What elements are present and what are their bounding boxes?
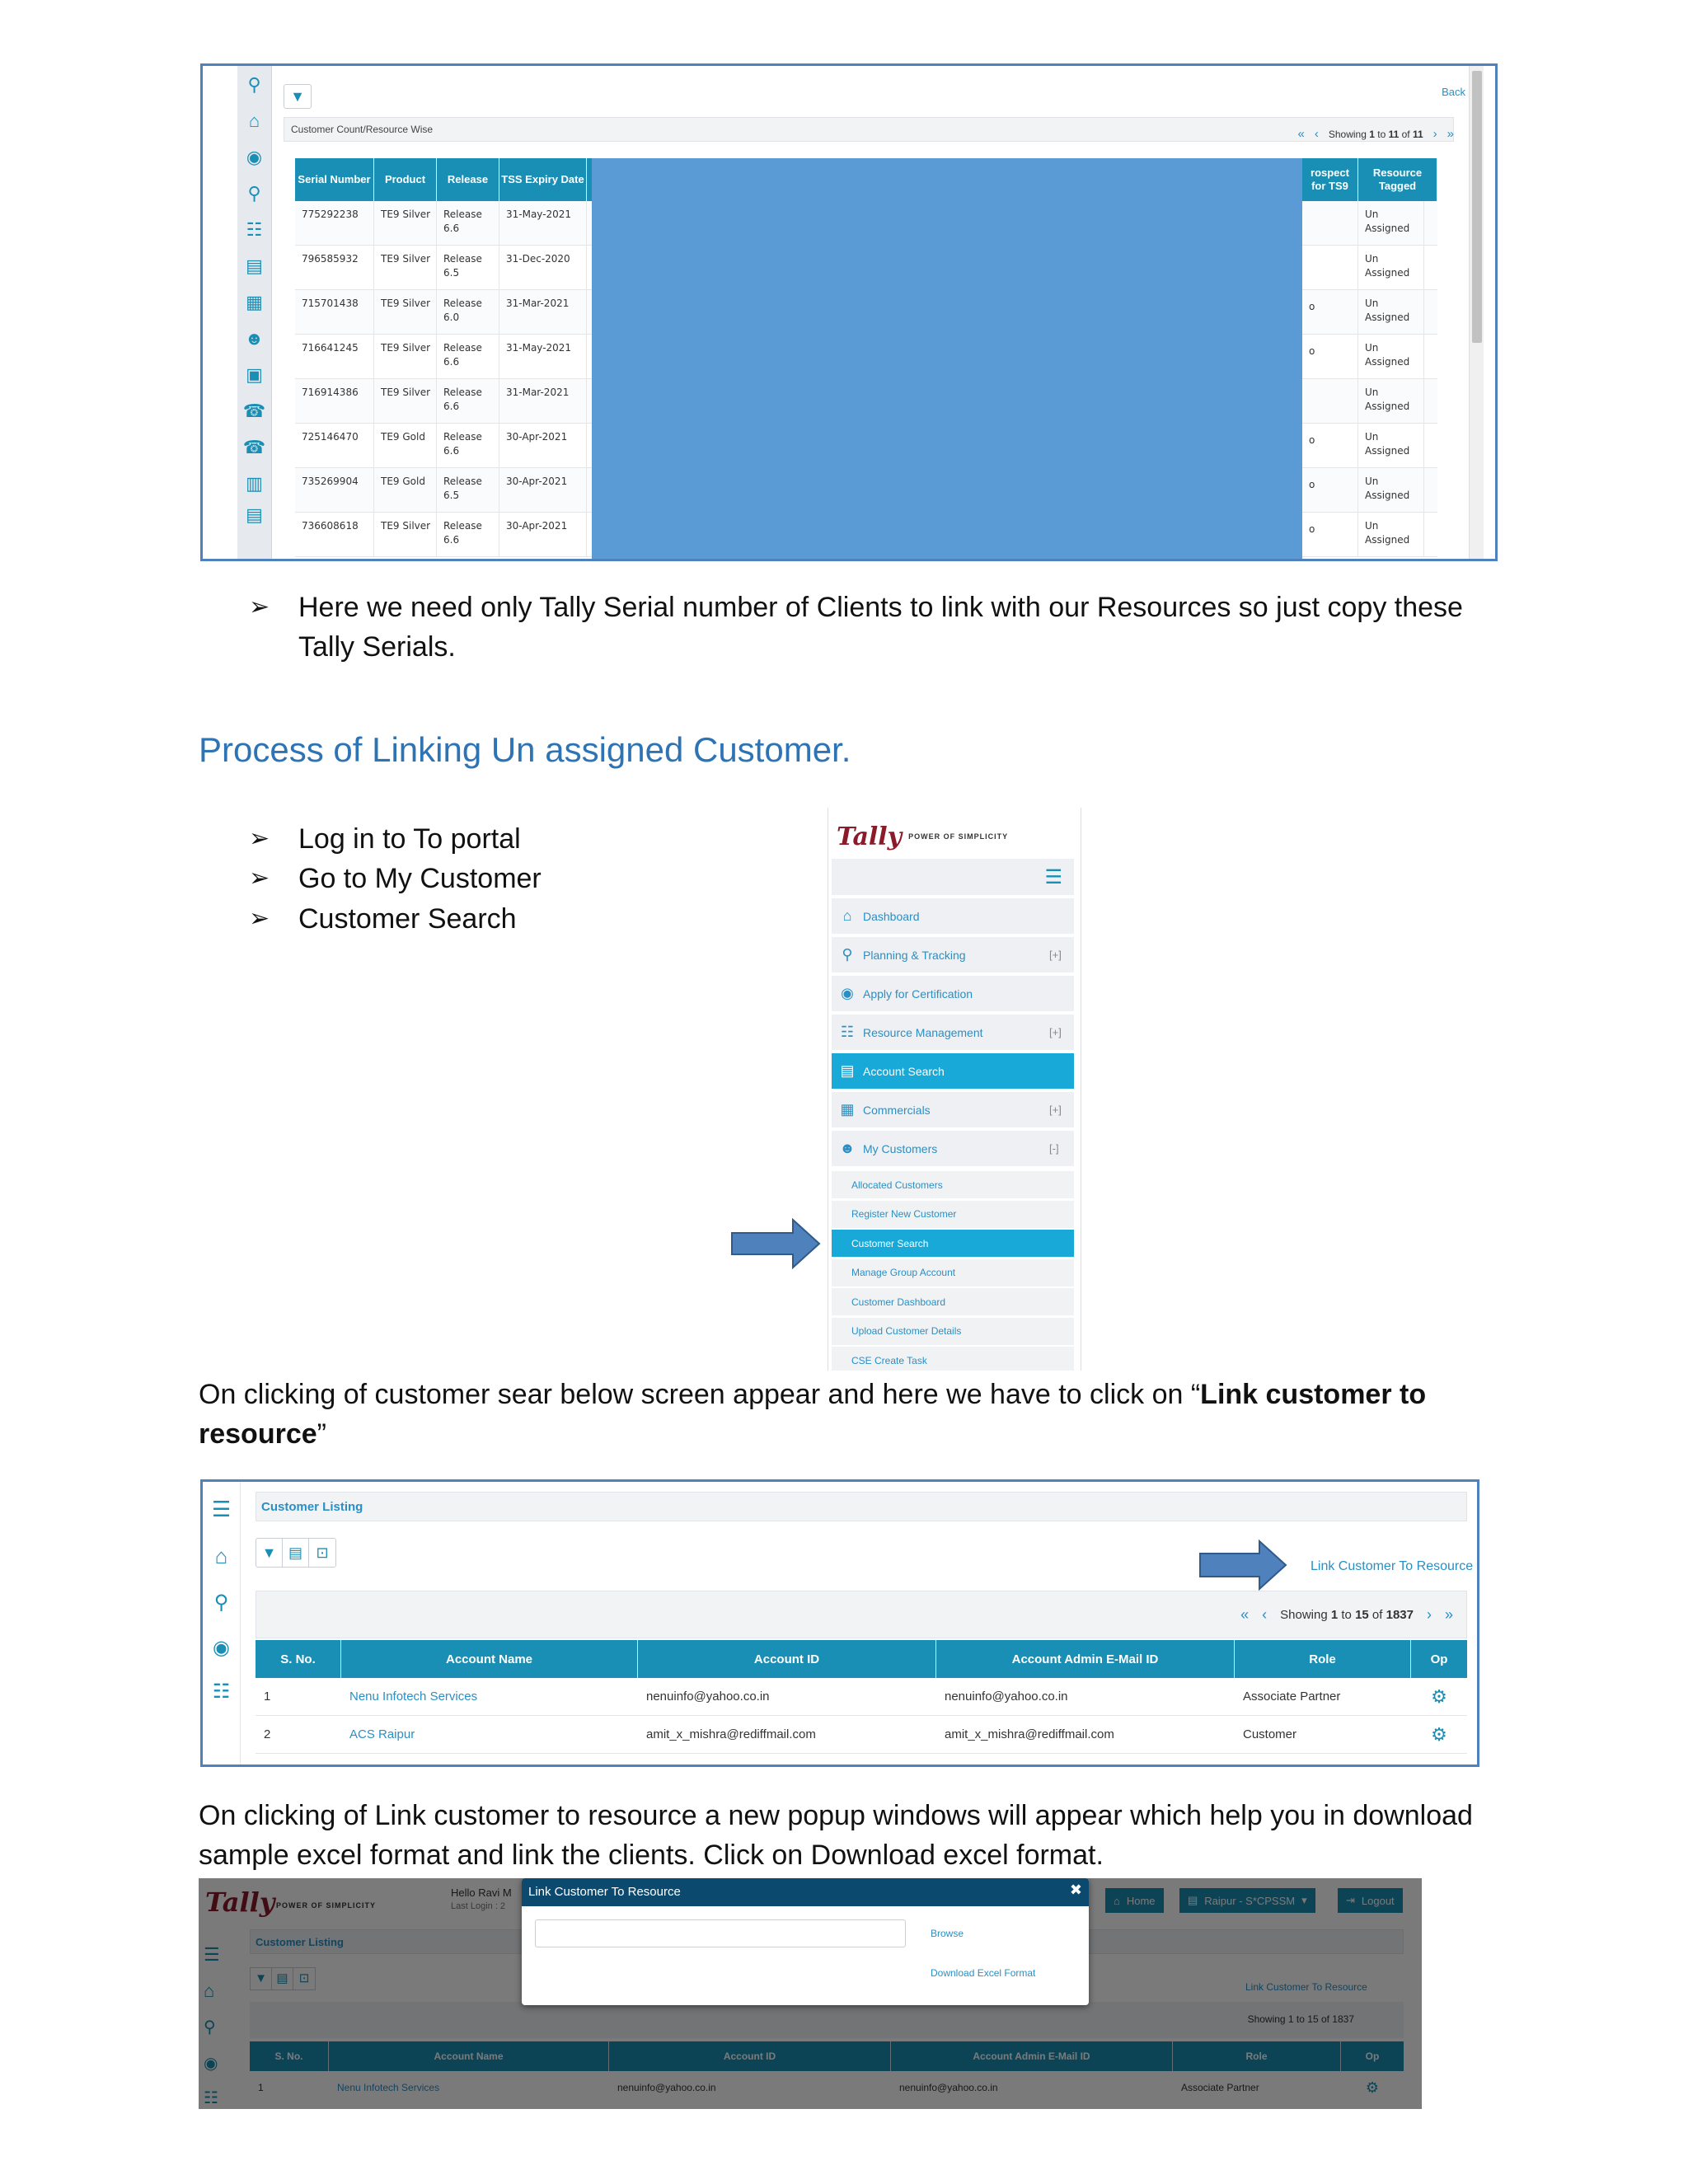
- download-excel-format-link[interactable]: Download Excel Format: [931, 1967, 1036, 1979]
- account-search-icon: ▤: [840, 1062, 855, 1079]
- menu-item[interactable]: [832, 1053, 1074, 1090]
- certificate-icon[interactable]: ◉: [213, 1637, 230, 1659]
- cell-prospect: [1302, 246, 1358, 290]
- section-heading: Process of Linking Un assigned Customer.: [199, 730, 851, 769]
- submenu-item[interactable]: Register New Customer: [832, 1201, 1074, 1229]
- col-expiry: TSS Expiry Date: [499, 158, 587, 201]
- cell-prospect: [1302, 201, 1358, 246]
- listing-title-bar: [256, 1492, 1467, 1521]
- cell-sno: 2: [256, 1716, 341, 1754]
- cell-product: TE9 Silver: [374, 335, 437, 379]
- table-header: [256, 1640, 1467, 1678]
- paragraph-popup: On clicking of Link customer to resource a new popup windows will appear which help you in download sample excel format and link the clients. Click on Download excel format.: [199, 1800, 1473, 1871]
- cell-expiry: 31-May-2021: [499, 201, 587, 246]
- col-account-id: Account ID: [638, 1640, 936, 1678]
- report-icon[interactable]: ▣: [246, 364, 263, 385]
- col-admin-email: Account Admin E-Mail ID: [936, 1640, 1235, 1678]
- icon-sidebar: [203, 1482, 241, 1765]
- cell-tagged: Un Assigned: [1358, 513, 1424, 557]
- bullet-glyph: ➢: [249, 825, 270, 852]
- listing-table: [256, 1640, 1467, 1754]
- submenu-item[interactable]: CSE Create Task: [832, 1347, 1074, 1371]
- submenu-item[interactable]: Customer Search: [832, 1230, 1074, 1258]
- menu-item-label: Apply for Certification: [863, 987, 973, 1001]
- close-icon[interactable]: ✖: [1069, 1882, 1082, 1898]
- link-customer-to-resource-link[interactable]: Link Customer To Resource: [1311, 1559, 1474, 1573]
- filter-button[interactable]: ▼: [256, 1539, 283, 1567]
- menu-item-label: Account Search: [863, 1064, 945, 1078]
- cell-tagged: Un Assigned: [1358, 468, 1424, 513]
- toolbar: [256, 1538, 336, 1568]
- menu-item[interactable]: [832, 976, 1074, 1012]
- cell-prospect: o: [1302, 335, 1358, 379]
- prev-page-button[interactable]: ‹: [1262, 1606, 1268, 1623]
- cell-expiry: 30-Apr-2021: [499, 468, 587, 513]
- logo-tagline: POWER OF SIMPLICITY: [908, 832, 1009, 841]
- hamburger-icon[interactable]: ☰: [1044, 866, 1062, 888]
- col-prospect: rospect for TS9: [1302, 158, 1358, 201]
- cell-expiry: 30-Apr-2021: [499, 424, 587, 468]
- next-page-button[interactable]: ›: [1426, 1606, 1432, 1623]
- cell-prospect: o: [1302, 290, 1358, 335]
- menu-toggle-bar: [832, 859, 1074, 895]
- customer-count-screenshot: [200, 63, 1498, 561]
- cell-prospect: o: [1302, 424, 1358, 468]
- col-account-name: Account Name: [341, 1640, 638, 1678]
- section-bar: [284, 117, 1454, 142]
- browse-button[interactable]: Browse: [931, 1928, 964, 1939]
- gear-icon[interactable]: ⚙: [1411, 1678, 1467, 1716]
- cell-tagged: Un Assigned: [1358, 290, 1424, 335]
- file-path-input[interactable]: [535, 1919, 906, 1947]
- cell-serial: 725146470: [295, 424, 374, 468]
- menu-screenshot: [828, 808, 1081, 1371]
- submenu-item[interactable]: Customer Dashboard: [832, 1288, 1074, 1316]
- pager: [1298, 127, 1455, 141]
- document-icon[interactable]: ▥: [246, 473, 263, 494]
- cell-release: Release 6.5: [437, 468, 499, 513]
- col-sno: S. No.: [256, 1640, 341, 1678]
- arrow-pointer-icon: [730, 1218, 823, 1269]
- bullet-glyph: ➢: [249, 865, 270, 892]
- cell-name[interactable]: Nenu Infotech Services: [341, 1678, 638, 1716]
- document-icon[interactable]: ▤: [246, 504, 263, 525]
- menu-item-label: Commercials: [863, 1103, 931, 1117]
- expand-toggle[interactable]: [+]: [1049, 1026, 1062, 1038]
- pager: [1240, 1606, 1453, 1624]
- cell-release: Release 6.0: [437, 290, 499, 335]
- support-icon[interactable]: ☎: [242, 437, 266, 457]
- cell-product: TE9 Gold: [374, 468, 437, 513]
- col-serial: Serial Number: [295, 158, 374, 201]
- cell-expiry: 31-Mar-2021: [499, 379, 587, 424]
- support-icon[interactable]: ☎: [242, 401, 266, 421]
- cell-release: Release 6.6: [437, 513, 499, 557]
- gear-icon[interactable]: ⚙: [1411, 1716, 1467, 1754]
- link-customer-dialog: [522, 1878, 1089, 2005]
- cell-prospect: o: [1302, 468, 1358, 513]
- binoculars-icon[interactable]: ⚲: [247, 74, 261, 95]
- cell-release: Release 6.6: [437, 379, 499, 424]
- cell-tagged: Un Assigned: [1358, 379, 1424, 424]
- menu-item-label: Resource Management: [863, 1025, 983, 1039]
- next-page-button[interactable]: ›: [1432, 127, 1437, 141]
- home-icon[interactable]: ⌂: [214, 1544, 228, 1568]
- cell-serial: 775292238: [295, 201, 374, 246]
- cell-serial: 796585932: [295, 246, 374, 290]
- cell-product: TE9 Silver: [374, 379, 437, 424]
- prev-page-button[interactable]: ‹: [1314, 127, 1319, 141]
- commercials-icon: ▦: [840, 1101, 855, 1118]
- dialog-title: Link Customer To Resource: [528, 1885, 681, 1899]
- logo-text: Tally: [837, 822, 903, 851]
- cell-release: Release 6.6: [437, 201, 499, 246]
- menu-item[interactable]: [832, 1092, 1074, 1128]
- paragraph-copy-serials: Here we need only Tally Serial number of Clients to link with our Resources so just copy these Tally Serials.: [298, 592, 1463, 663]
- scrollbar[interactable]: [1469, 66, 1484, 561]
- col-role: Role: [1235, 1640, 1411, 1678]
- cell-id: amit_x_mishra@rediffmail.com: [638, 1716, 936, 1754]
- menu-item-label: Dashboard: [863, 909, 920, 923]
- cell-product: TE9 Silver: [374, 201, 437, 246]
- listing-title: Customer Listing: [261, 1500, 363, 1514]
- icon-sidebar: [237, 66, 272, 559]
- cell-email: amit_x_mishra@rediffmail.com: [936, 1716, 1235, 1754]
- dialog-titlebar: [522, 1878, 1089, 1906]
- cell-id: nenuinfo@yahoo.co.in: [638, 1678, 936, 1716]
- cell-expiry: 31-Dec-2020: [499, 246, 587, 290]
- cell-release: Release 6.5: [437, 246, 499, 290]
- pager-bar: [256, 1591, 1467, 1638]
- cell-sno: 1: [256, 1678, 341, 1716]
- cell-expiry: 31-May-2021: [499, 335, 587, 379]
- cell-email: nenuinfo@yahoo.co.in: [936, 1678, 1235, 1716]
- cell-tagged: Un Assigned: [1358, 424, 1424, 468]
- people-icon: ☷: [840, 1024, 855, 1040]
- certificate-icon: ◉: [841, 985, 854, 1001]
- expand-toggle[interactable]: [+]: [1049, 949, 1062, 961]
- last-page-button[interactable]: »: [1444, 1606, 1453, 1623]
- bullet-glyph: ➢: [249, 593, 270, 621]
- home-icon[interactable]: ⌂: [248, 110, 260, 131]
- menu-list: [832, 898, 1074, 1371]
- menu-item[interactable]: [832, 937, 1074, 973]
- upload-button[interactable]: ⊡: [316, 1544, 329, 1561]
- commercials-icon[interactable]: ▦: [246, 292, 263, 312]
- first-page-button[interactable]: «: [1240, 1606, 1250, 1623]
- scrollbar-thumb[interactable]: [1472, 71, 1482, 343]
- table-body: [256, 1678, 1467, 1754]
- first-page-button[interactable]: «: [1297, 127, 1305, 141]
- customers-icon: ☻: [839, 1140, 856, 1156]
- people-icon[interactable]: ☷: [246, 219, 263, 240]
- col-op: Op: [1411, 1640, 1467, 1678]
- col-release: Release: [437, 158, 499, 201]
- redaction-block: [592, 158, 1302, 561]
- cell-product: TE9 Silver: [374, 290, 437, 335]
- account-search-icon[interactable]: ▤: [246, 255, 263, 276]
- pager-text: Showing 1 to 11 of 11: [1328, 128, 1423, 140]
- cell-expiry: 30-Apr-2021: [499, 513, 587, 557]
- menu-item[interactable]: [832, 1131, 1074, 1167]
- cell-expiry: 31-Mar-2021: [499, 290, 587, 335]
- cell-role: Associate Partner: [1235, 1678, 1411, 1716]
- cell-name[interactable]: ACS Raipur: [341, 1716, 638, 1754]
- menu-item-label: Planning & Tracking: [863, 948, 966, 962]
- submenu-item[interactable]: Allocated Customers: [832, 1171, 1074, 1199]
- cell-prospect: [1302, 379, 1358, 424]
- submenu-item[interactable]: Upload Customer Details: [832, 1318, 1074, 1346]
- para2-bold: Link customer to resource: [199, 1379, 1427, 1450]
- cell-product: TE9 Gold: [374, 424, 437, 468]
- people-icon[interactable]: ☷: [212, 1680, 231, 1703]
- arrow-pointer-icon: [1198, 1540, 1289, 1591]
- filter-button[interactable]: ▼: [284, 84, 312, 109]
- binoculars-icon[interactable]: ⚲: [247, 183, 261, 204]
- cell-role: Customer: [1235, 1716, 1411, 1754]
- customers-icon[interactable]: ☻: [244, 328, 265, 349]
- cell-tagged: Un Assigned: [1358, 246, 1424, 290]
- paragraph-link-customer: [199, 1375, 1484, 1454]
- col-product: Product: [374, 158, 437, 201]
- step-customer-search: Customer Search: [298, 903, 517, 935]
- pager-text: Showing 1 to 15 of 1837: [1280, 1608, 1414, 1622]
- cell-serial: 736608618: [295, 513, 374, 557]
- expand-toggle[interactable]: [-]: [1049, 1142, 1059, 1155]
- para2-end: ”: [316, 1418, 326, 1450]
- main-panel: [272, 66, 1484, 561]
- cell-serial: 716641245: [295, 335, 374, 379]
- menu-item-label: My Customers: [863, 1141, 938, 1155]
- menu-item[interactable]: [832, 898, 1074, 935]
- section-label: Customer Count/Resource Wise: [291, 124, 434, 135]
- back-link[interactable]: Back: [1442, 86, 1465, 98]
- binoculars-icon: ⚲: [842, 946, 853, 963]
- cell-prospect: o: [1302, 513, 1358, 557]
- table-row[interactable]: [256, 1716, 1467, 1754]
- customer-listing-screenshot: [200, 1479, 1479, 1767]
- table-row[interactable]: [256, 1678, 1467, 1716]
- para2-text: On clicking of customer sear below screen appear and here we have to click on “: [199, 1379, 1201, 1410]
- cell-release: Release 6.6: [437, 424, 499, 468]
- cell-product: TE9 Silver: [374, 246, 437, 290]
- last-page-button[interactable]: »: [1447, 127, 1454, 141]
- home-icon: ⌂: [842, 907, 852, 924]
- export-button[interactable]: ▤: [283, 1539, 309, 1567]
- serial-table: [295, 158, 1437, 561]
- expand-toggle[interactable]: [+]: [1049, 1104, 1062, 1116]
- cell-product: TE9 Silver: [374, 513, 437, 557]
- cell-serial: 735269904: [295, 468, 374, 513]
- step-my-customer: Go to My Customer: [298, 863, 542, 894]
- cell-tagged: Un Assigned: [1358, 335, 1424, 379]
- col-tagged: Resource Tagged: [1358, 158, 1437, 201]
- bullet-glyph: ➢: [249, 905, 270, 932]
- binoculars-icon[interactable]: ⚲: [213, 1591, 229, 1614]
- cell-serial: 715701438: [295, 290, 374, 335]
- cell-serial: 716914386: [295, 379, 374, 424]
- step-login: Log in to To portal: [298, 823, 521, 855]
- certificate-icon[interactable]: ◉: [246, 147, 263, 167]
- submenu-item[interactable]: Manage Group Account: [832, 1259, 1074, 1287]
- tally-logo: [837, 816, 1008, 857]
- cell-release: Release 6.6: [437, 335, 499, 379]
- cell-tagged: Un Assigned: [1358, 201, 1424, 246]
- hamburger-icon[interactable]: ☰: [211, 1497, 232, 1521]
- popup-screenshot: [199, 1878, 1422, 2109]
- menu-item[interactable]: [832, 1015, 1074, 1051]
